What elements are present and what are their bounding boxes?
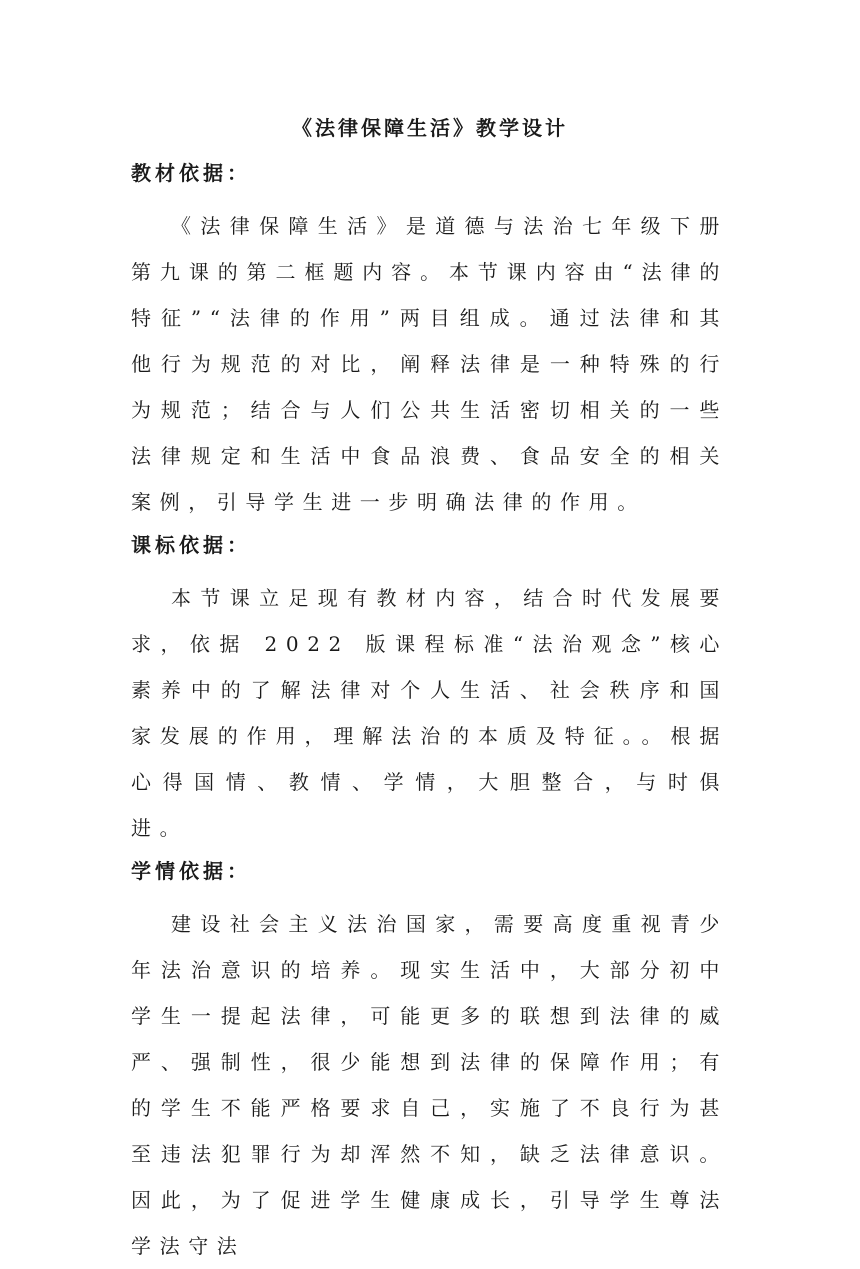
section-textbook-basis bbox=[131, 155, 728, 527]
section-paragraph: 本节课立足现有教材内容，结合时代发展要求，依据 2022 版课程标准“法治观念”核心素养中的了解法律对个人生活、社会秩序和国家发展的作用，理解法治的本质及特征。。根据心得国情、教情、学情，大胆整合，与时俱进。 bbox=[131, 586, 728, 840]
section-paragraph: 《法律保障生活》是道德与法治七年级下册第九课的第二框题内容。本节课内容由“法律的特征”“法律的作用”两目组成。通过法律和其他行为规范的对比，阐释法律是一种特殊的行为规范；结合与人们公共生活密切相关的一些法律规定和生活中食品浪费、食品安全的相关案例，引导学生进一步明确法律的作用。 bbox=[131, 214, 728, 514]
section-heading: 教材依据： bbox=[131, 161, 251, 185]
section-heading: 课标依据： bbox=[131, 533, 251, 557]
section-curriculum-basis bbox=[131, 527, 728, 853]
section-paragraph: 建设社会主义法治国家，需要高度重视青少年法治意识的培养。现实生活中，大部分初中学生一提起法律，可能更多的联想到法律的威严、强制性，很少能想到法律的保障作用；有的学生不能严格要求自己，实施了不良行为甚至违法犯罪行为却浑然不知，缺乏法律意识。因此，为了促进学生健康成长，引导学生尊法学法守法 bbox=[131, 912, 728, 1258]
section-student-basis bbox=[131, 853, 728, 1269]
document-body bbox=[131, 155, 728, 1269]
section-heading: 学情依据： bbox=[131, 859, 251, 883]
document-title: 《法律保障生活》教学设计 bbox=[292, 116, 568, 140]
